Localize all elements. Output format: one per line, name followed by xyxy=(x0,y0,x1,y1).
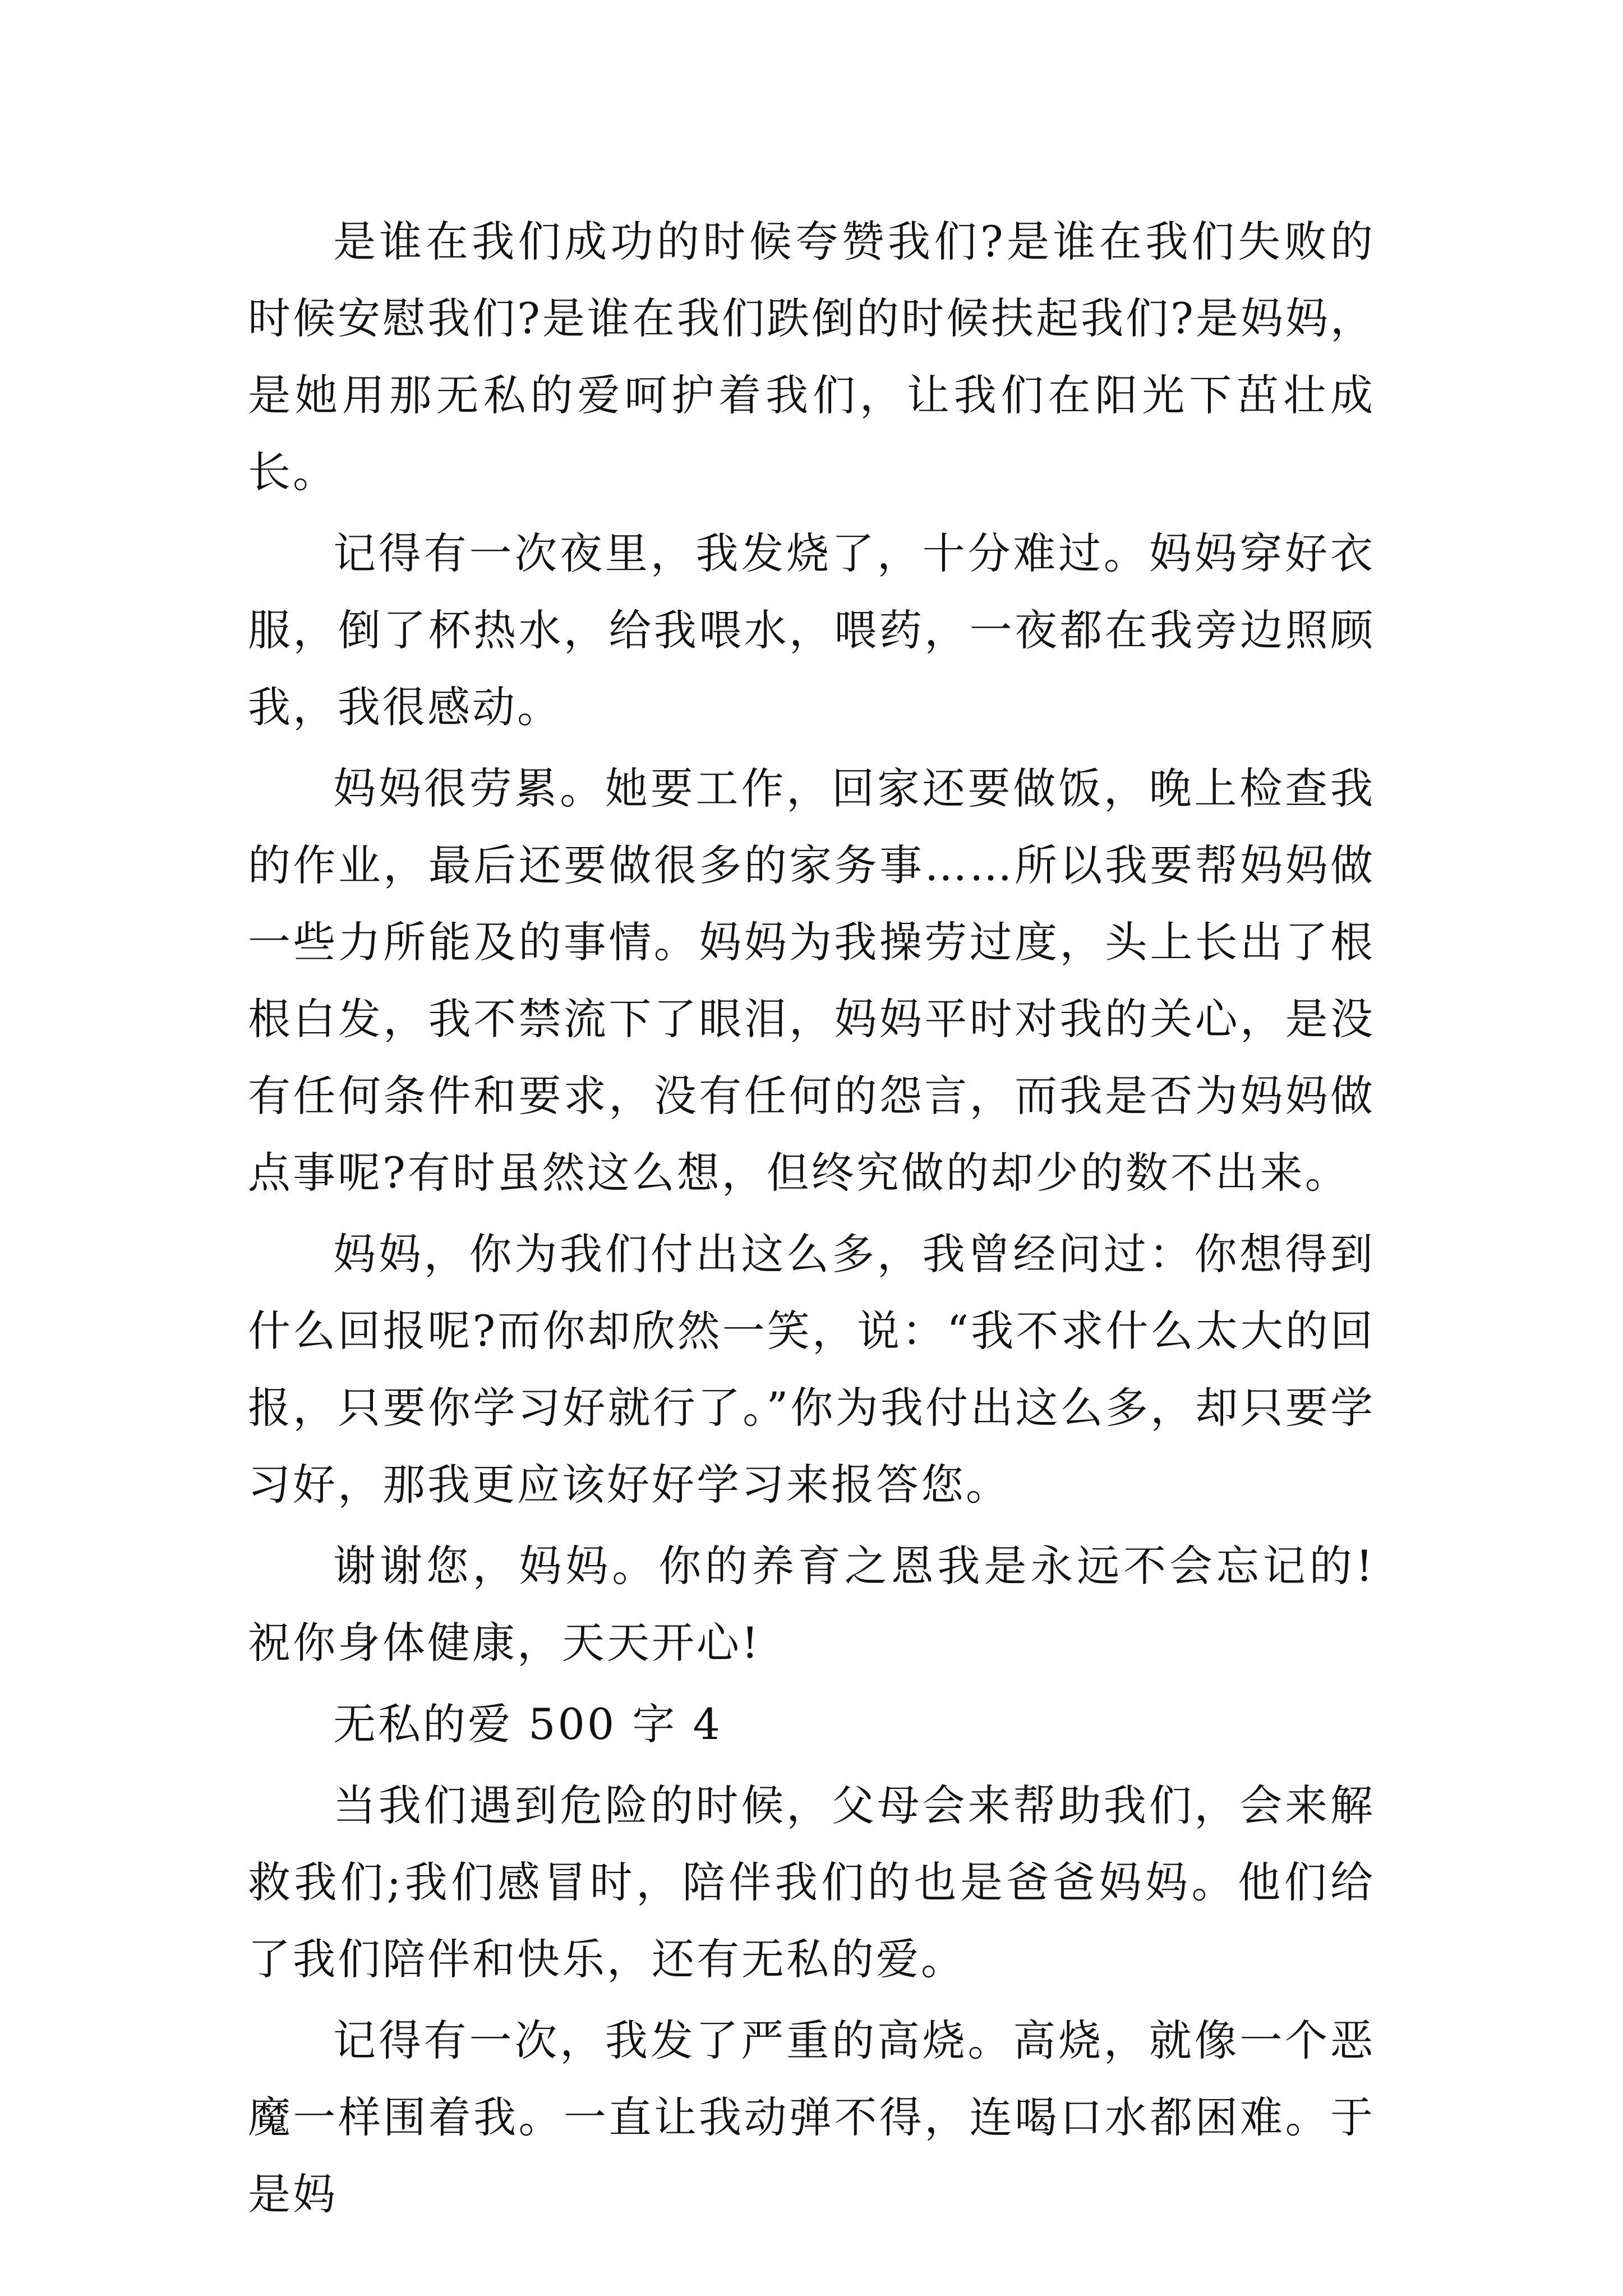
paragraph-1: 是谁在我们成功的时候夸赞我们?是谁在我们失败的时候安慰我们?是谁在我们跌倒的时候扶起我们?是妈妈，是她用那无私的爱呵护着我们，让我们在阳光下茁壮成长。 xyxy=(248,217,1375,497)
paragraph-5: 谢谢您，妈妈。你的养育之恩我是永远不会忘记的!祝你身体健康，天天开心! xyxy=(248,1541,1375,1668)
paragraph-4: 妈妈，你为我们付出这么多，我曾经问过：你想得到什么回报呢?而你却欣然一笑，说：“我不求什么太大的回报，只要你学习好就行了。”你为我付出这么多，却只要学习好，那我更应该好好学习来报答您。 xyxy=(248,1229,1375,1510)
paragraph-3: 妈妈很劳累。她要工作，回家还要做饭，晚上检查我的作业，最后还要做很多的家务事……所以我要帮妈妈做一些力所能及的事情。妈妈为我操劳过度，头上长出了根根白发，我不禁流下了眼泪，妈妈平时对我的关心，是没有任何条件和要求，没有任何的怨言，而我是否为妈妈做点事呢?有时虽然这么想，但终究做的却少的数不出来。 xyxy=(248,763,1375,1198)
paragraph-2: 记得有一次夜里，我发烧了，十分难过。妈妈穿好衣服，倒了杯热水，给我喂水，喂药，一夜都在我旁边照顾我，我很感动。 xyxy=(248,528,1375,732)
section-heading: 无私的爱 500 字 4 xyxy=(333,1699,722,1749)
document-body xyxy=(248,203,1375,2237)
section-paragraph-1: 当我们遇到危险的时候，父母会来帮助我们，会来解救我们;我们感冒时，陪伴我们的也是爸爸妈妈。他们给了我们陪伴和快乐，还有无私的爱。 xyxy=(248,1780,1375,1984)
section-paragraph-2: 记得有一次，我发了严重的高烧。高烧，就像一个恶魔一样围着我。一直让我动弹不得，连喝口水都困难。于是妈 xyxy=(248,2016,1375,2219)
